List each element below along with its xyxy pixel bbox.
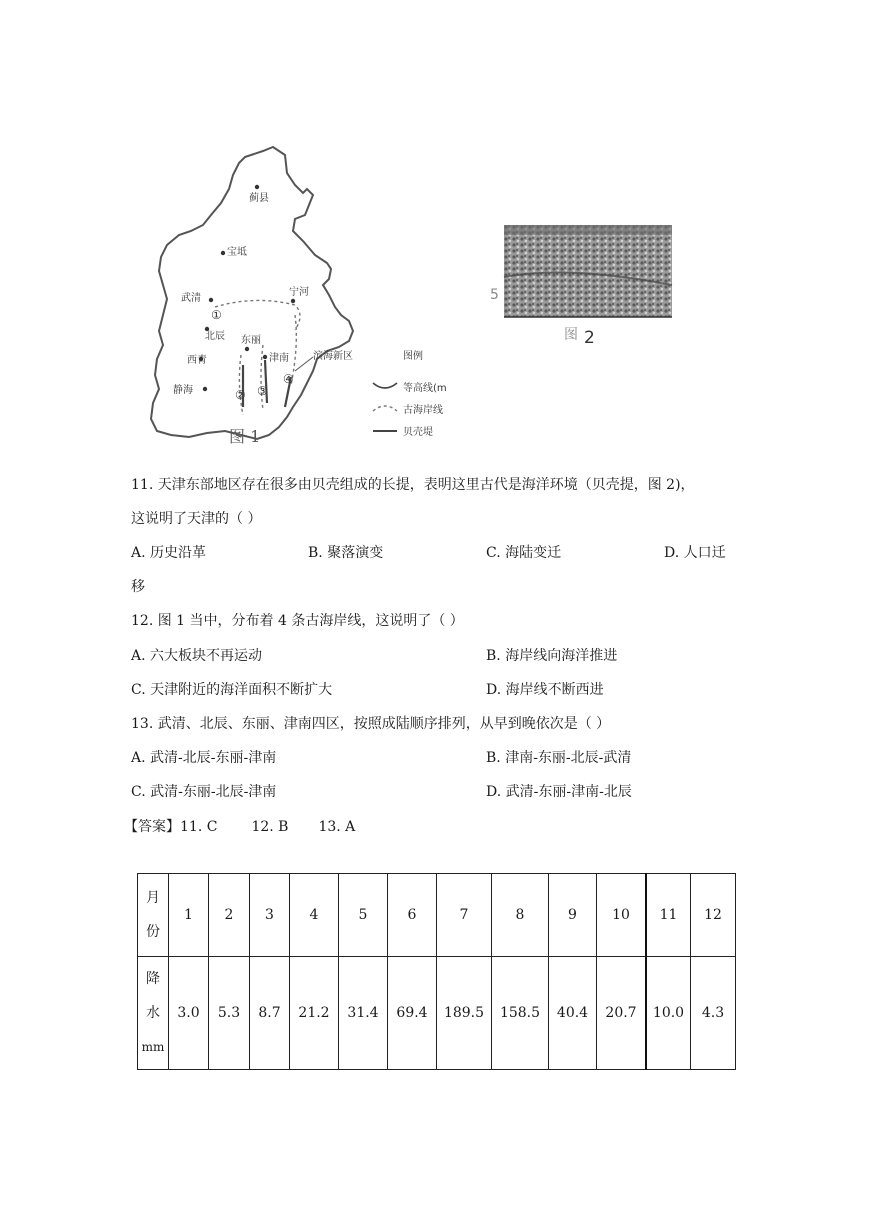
q12-option-c[interactable]: C. 天津附近的海洋面积不断扩大: [131, 682, 333, 698]
precip-cell: 21.2: [290, 957, 339, 1070]
answer-11: 11. C: [180, 819, 218, 835]
place-beichen: 北辰: [205, 331, 225, 342]
legend-coastline-symbol: [373, 406, 397, 411]
place-xiqing: 西青: [187, 355, 207, 366]
svg-text:5: 5: [490, 287, 499, 303]
table-row-precip: [138, 957, 736, 1070]
marker-1: ①: [211, 308, 222, 322]
marker-3: ③: [257, 384, 268, 398]
place-jixian: 蓟县: [249, 193, 269, 204]
precip-cell: 31.4: [339, 957, 388, 1070]
month-cell: 10: [597, 874, 647, 957]
precip-cell: 3.0: [169, 957, 209, 1070]
month-cell: 12: [691, 874, 736, 957]
tianjin-map-figure: [145, 145, 475, 445]
precip-cell: 158.5: [492, 957, 549, 1070]
place-baodi: 宝坻: [227, 247, 247, 258]
q12-option-a[interactable]: A. 六大板块不再运动: [131, 648, 263, 664]
place-wuqing: 武清: [181, 293, 201, 304]
row-header-month: 月 份: [138, 874, 169, 957]
q13-option-b[interactable]: B. 津南-东丽-北辰-武清: [486, 750, 632, 766]
coastline-1: [215, 300, 300, 330]
place-ninghe: 宁河: [289, 287, 309, 298]
q13-option-d[interactable]: D. 武清-东丽-津南-北辰: [486, 784, 632, 800]
precip-cell: 40.4: [549, 957, 597, 1070]
answer-label: 【答案】: [124, 819, 180, 835]
legend-shell-label: 贝壳堤: [403, 427, 433, 438]
month-cell: 6: [388, 874, 437, 957]
answer-12: 12. B: [251, 819, 289, 835]
q13-option-a[interactable]: A. 武清-北辰-东丽-津南: [131, 750, 277, 766]
legend-coastline-label: 古海岸线: [403, 405, 443, 416]
figure2-caption-number: 2: [584, 328, 595, 348]
q12-stem: 12. 图 1 当中，分布着 4 条古海岸线，这说明了（ ）: [131, 613, 464, 629]
precip-cell: 69.4: [388, 957, 437, 1070]
month-cell: 5: [339, 874, 388, 957]
legend-contour-symbol: [373, 383, 397, 388]
month-cell: 1: [169, 874, 209, 957]
q11-option-d-wrap: 移: [131, 579, 145, 595]
place-binhai: 滨海新区: [313, 351, 353, 362]
q11-option-d[interactable]: D. 人口迁: [664, 545, 726, 561]
coastline-3: [261, 345, 263, 410]
month-cell: 11: [646, 874, 691, 957]
precip-cell: 4.3: [691, 957, 736, 1070]
legend-contour-label: 等高线(m: [403, 383, 447, 394]
answer-13: 13. A: [318, 819, 356, 835]
month-cell: 2: [209, 874, 250, 957]
precip-cell: 5.3: [209, 957, 250, 1070]
precip-cell: 10.0: [646, 957, 691, 1070]
place-dongli: 东丽: [241, 335, 261, 346]
shell-ridge-photo: [488, 225, 673, 350]
figure2-caption-prefix: 图: [564, 327, 578, 343]
row-header-precip: 降 水 mm: [138, 957, 169, 1070]
month-cell: 3: [250, 874, 290, 957]
q12-option-b[interactable]: B. 海岸线向海洋推进: [486, 648, 618, 664]
place-jinnan: 津南: [269, 353, 289, 364]
place-jinghai: 静海: [173, 385, 193, 396]
q11-option-a[interactable]: A. 历史沿革: [131, 545, 207, 561]
q11-option-b[interactable]: B. 聚落演变: [308, 545, 384, 561]
q11-option-c[interactable]: C. 海陆变迁: [486, 545, 562, 561]
precipitation-table: [137, 873, 736, 1070]
q11-stem-line1: 11. 天津东部地区存在很多由贝壳组成的长提，表明这里古代是海洋环境（贝壳提，图 2)，: [131, 477, 695, 493]
table-row-months: [138, 874, 736, 957]
q12-option-d[interactable]: D. 海岸线不断西进: [486, 682, 604, 698]
month-cell: 9: [549, 874, 597, 957]
marker-2: ②: [235, 388, 246, 402]
month-cell: 4: [290, 874, 339, 957]
month-cell: 8: [492, 874, 549, 957]
q13-option-c[interactable]: C. 武清-东丽-北辰-津南: [131, 784, 277, 800]
q11-stem-line2: 这说明了天津的（ ）: [131, 511, 262, 527]
legend-title: 图例: [403, 351, 423, 362]
month-cell: 7: [437, 874, 492, 957]
q13-stem: 13. 武清、北辰、东丽、津南四区，按照成陆顺序排列，从早到晚依次是（ ）: [131, 716, 611, 732]
precip-cell: 20.7: [597, 957, 647, 1070]
precip-cell: 8.7: [250, 957, 290, 1070]
marker-4: ④: [283, 372, 294, 386]
precip-cell: 189.5: [437, 957, 492, 1070]
answer-line: [124, 817, 355, 837]
figure1-caption: 图 1: [229, 427, 261, 445]
